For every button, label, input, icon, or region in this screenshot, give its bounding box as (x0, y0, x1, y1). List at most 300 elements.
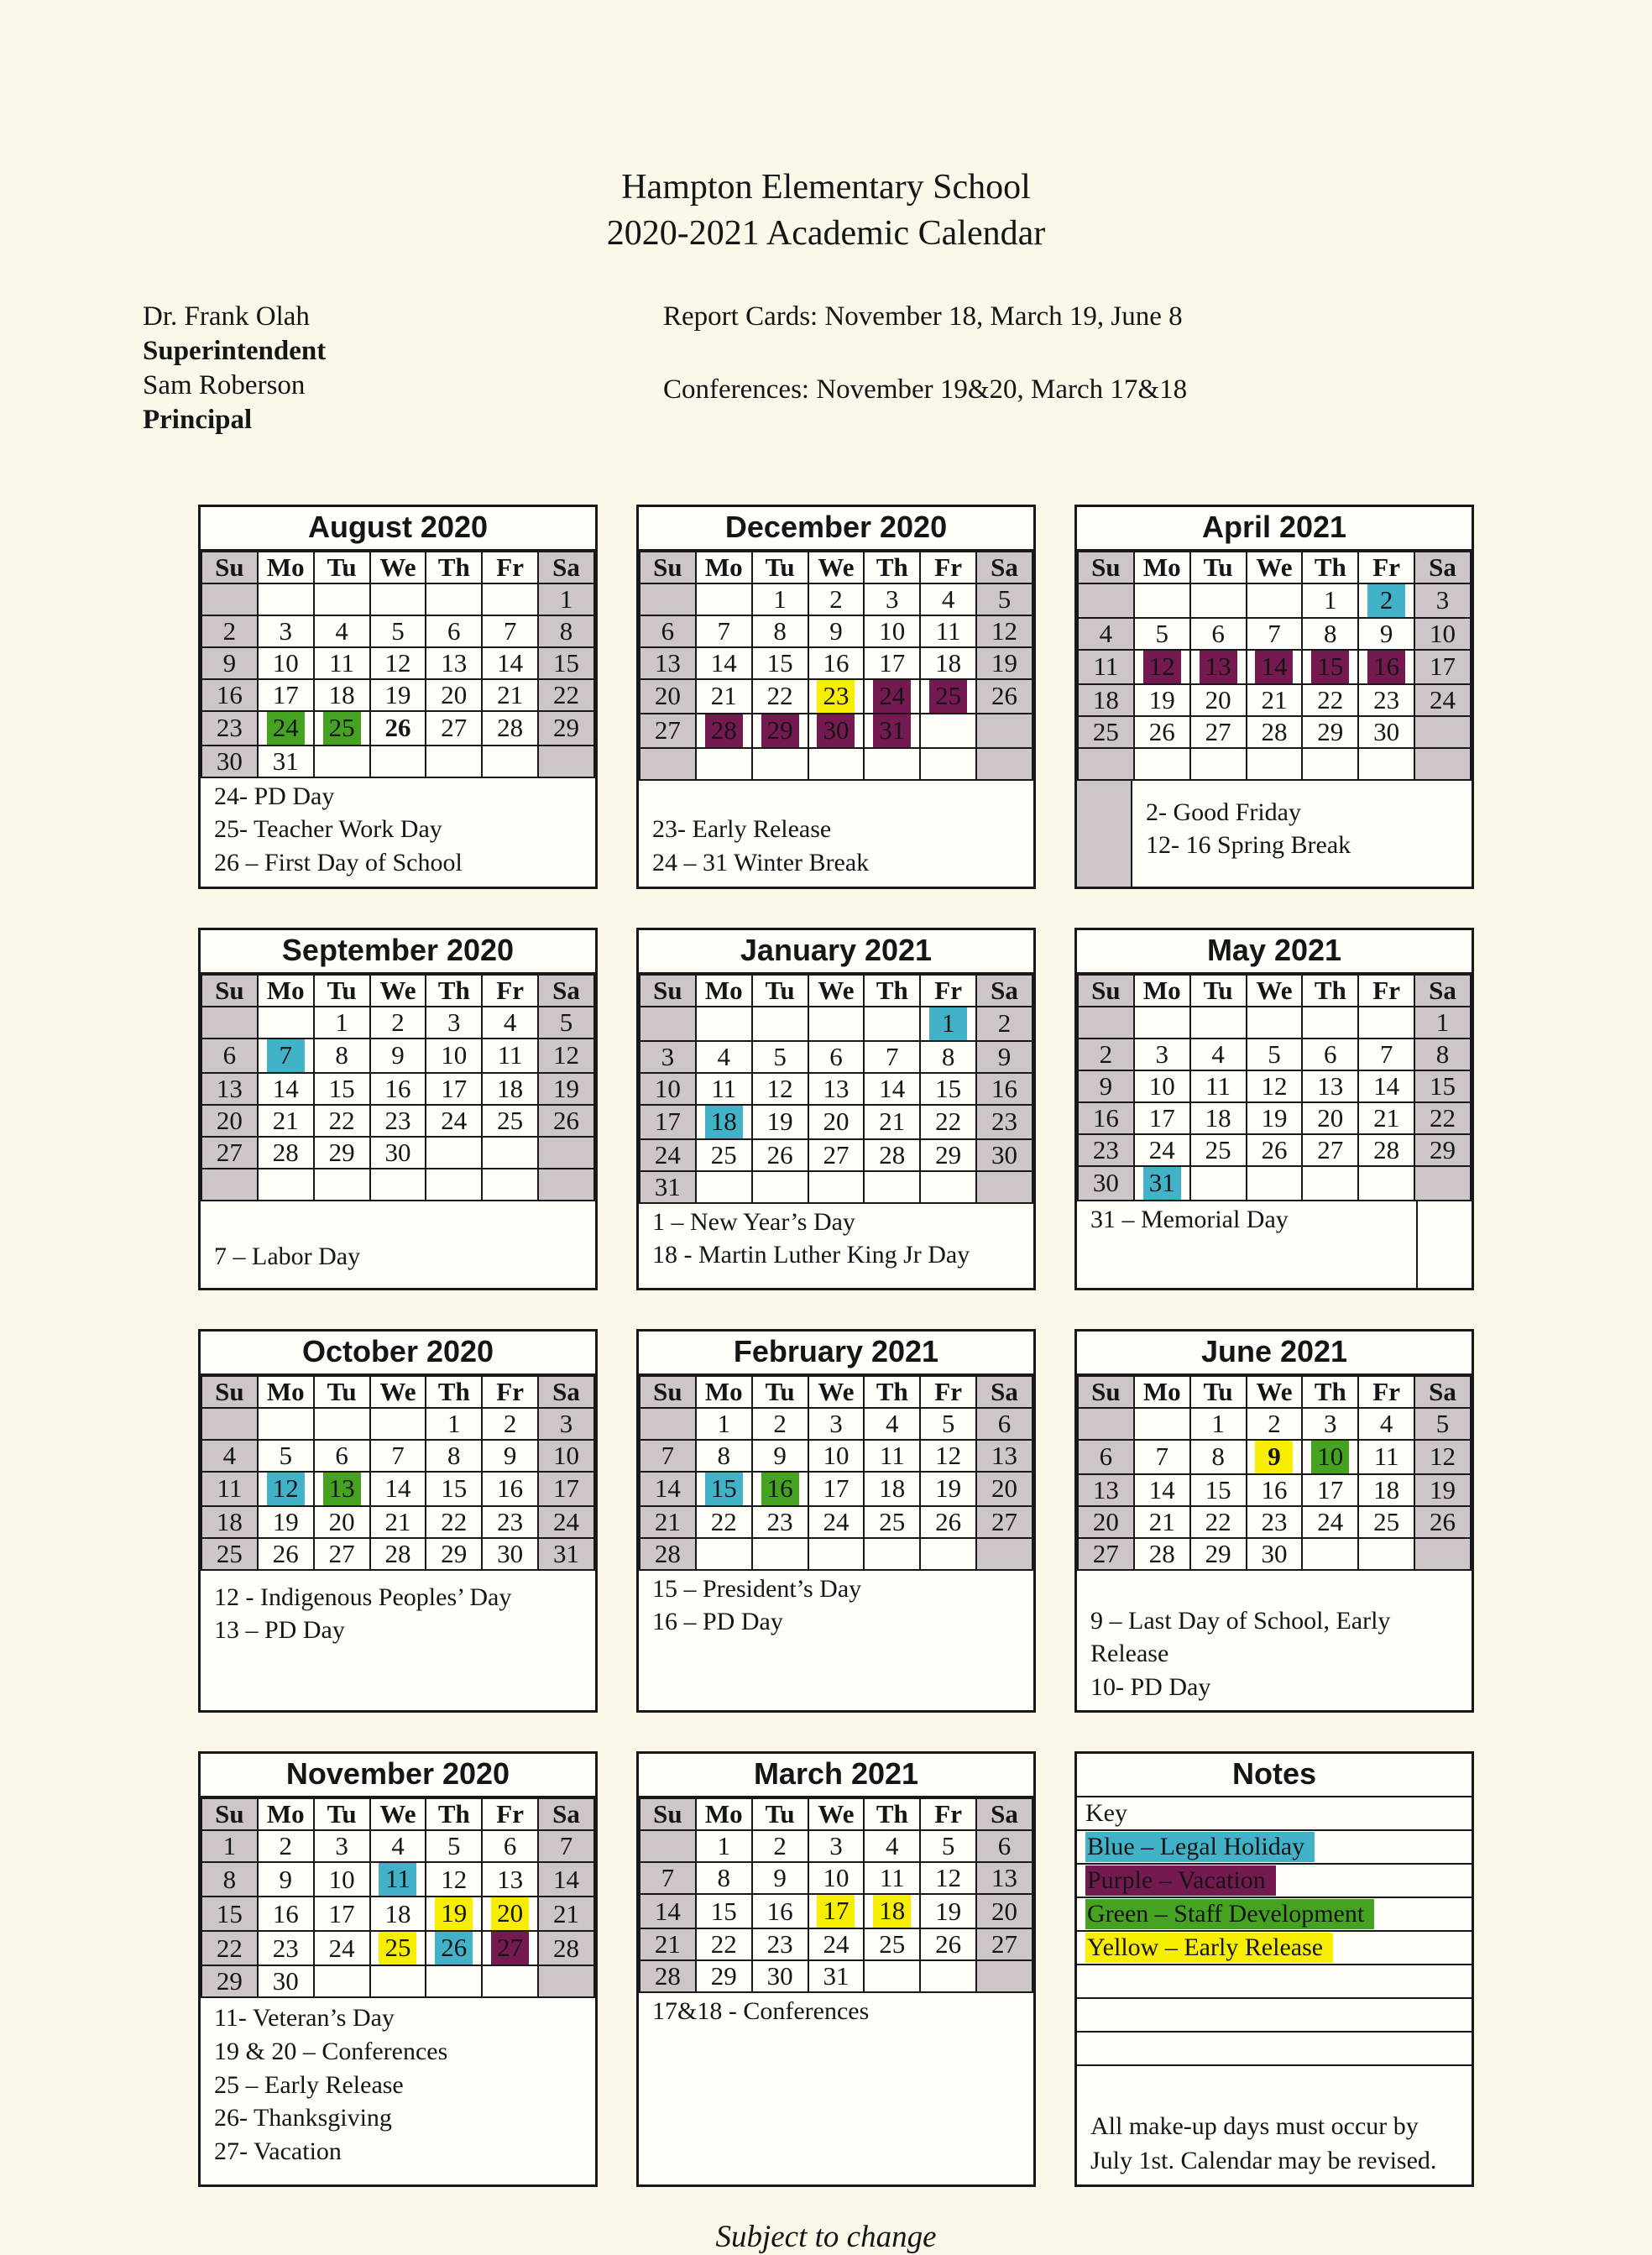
day-cell: 2 (1247, 1408, 1303, 1440)
note-line: 19 & 20 – Conferences (214, 2037, 448, 2065)
day-cell: 25 (1078, 716, 1134, 748)
legend-row (1077, 1865, 1472, 1898)
day-cell: 24 (538, 1506, 594, 1538)
day-cell (1302, 650, 1358, 684)
day-cell: 15 (696, 1894, 752, 1928)
day-cell: 21 (1358, 1102, 1414, 1134)
day-cell (1302, 1007, 1358, 1039)
day-cell (696, 1105, 752, 1139)
weekday-header: We (808, 975, 865, 1007)
day-cell: 8 (1302, 618, 1358, 650)
day-cell (482, 746, 538, 777)
highlighted-day: 12 (1143, 651, 1181, 683)
note-line: 13 – PD Day (214, 1616, 345, 1645)
day-cell: 31 (258, 746, 314, 777)
day-cell (258, 1007, 314, 1039)
day-cell: 20 (808, 1105, 865, 1139)
day-cell: 4 (920, 583, 976, 615)
day-cell (1247, 748, 1303, 780)
day-cell: 26 (258, 1538, 314, 1570)
week-row (640, 1376, 1032, 1408)
day-cell: 11 (920, 615, 976, 647)
day-cell: 8 (314, 1039, 370, 1073)
day-cell: 11 (482, 1039, 538, 1073)
weekday-header: We (808, 552, 865, 583)
weekday-header: Mo (696, 1376, 752, 1408)
day-cell (1358, 748, 1414, 780)
day-cell: 1 (538, 583, 594, 615)
day-cell: 25 (1358, 1506, 1414, 1538)
day-cell: 19 (370, 679, 426, 711)
highlighted-day: 18 (705, 1106, 743, 1138)
day-cell (482, 1931, 538, 1965)
empty-note-cell (1416, 1201, 1472, 1288)
month-body (1078, 583, 1471, 780)
day-cell: 27 (1078, 1538, 1134, 1570)
day-cell (1247, 650, 1303, 684)
day-cell: 22 (1302, 684, 1358, 716)
day-cell (426, 1931, 482, 1965)
document-header (0, 0, 1652, 256)
day-cell: 15 (201, 1897, 258, 1931)
week-row (640, 679, 1032, 714)
day-cell: 10 (1414, 618, 1471, 650)
day-cell: 3 (1414, 583, 1471, 618)
day-cell: 2 (752, 1830, 808, 1862)
day-cell: 10 (1134, 1070, 1190, 1102)
day-cell: 14 (482, 647, 538, 679)
weekday-header: Su (640, 552, 696, 583)
calendar-table (201, 1375, 595, 1571)
weekday-header: Su (640, 1798, 696, 1830)
day-cell: 3 (864, 583, 920, 615)
month-body (640, 1007, 1032, 1203)
day-cell: 21 (640, 1506, 696, 1538)
day-cell: 28 (482, 711, 538, 746)
month-title: March 2021 (639, 1754, 1033, 1797)
day-cell: 9 (752, 1862, 808, 1894)
month-title: April 2021 (1077, 507, 1472, 551)
legend-empty-row (1077, 1999, 1472, 2033)
day-cell: 28 (864, 1139, 920, 1171)
superintendent-name: Dr. Frank Olah (143, 301, 310, 332)
calendar-table (639, 1375, 1033, 1571)
day-cell: 22 (696, 1506, 752, 1538)
weekday-header: Su (1078, 552, 1134, 583)
day-cell: 3 (808, 1408, 865, 1440)
month-body (201, 1007, 594, 1201)
month-notes (639, 1993, 1033, 2184)
day-cell (752, 1007, 808, 1041)
weekend-column-strip (1077, 781, 1132, 887)
day-cell: 28 (1134, 1538, 1190, 1570)
day-cell: 21 (370, 1506, 426, 1538)
day-cell: 1 (1302, 583, 1358, 618)
day-cell: 18 (1358, 1474, 1414, 1506)
day-cell (1247, 1007, 1303, 1039)
weekday-header: Sa (976, 1798, 1032, 1830)
week-row (1078, 1039, 1471, 1070)
day-cell: 14 (640, 1472, 696, 1506)
day-cell: 3 (1134, 1039, 1190, 1070)
day-cell: 5 (976, 583, 1032, 615)
day-cell (538, 1169, 594, 1201)
day-cell: 14 (1134, 1474, 1190, 1506)
legend-row (1077, 1898, 1472, 1932)
day-cell (752, 714, 808, 748)
weekday-header: Mo (696, 552, 752, 583)
week-row (1078, 1007, 1471, 1039)
day-cell: 30 (1358, 716, 1414, 748)
highlighted-day: 25 (379, 1932, 416, 1965)
day-cell: 6 (314, 1440, 370, 1472)
week-row (201, 1506, 594, 1538)
weekday-header: Fr (1358, 552, 1414, 583)
weekday-header: We (370, 1798, 426, 1830)
day-cell (201, 1007, 258, 1039)
day-cell: 27 (1302, 1134, 1358, 1166)
day-cell: 12 (1414, 1440, 1471, 1474)
day-cell: 21 (538, 1897, 594, 1931)
note-line: 1 – New Year’s Day (652, 1207, 855, 1236)
day-cell: 29 (538, 711, 594, 746)
day-cell: 15 (752, 647, 808, 679)
day-cell: 30 (752, 1960, 808, 1992)
highlighted-day: 17 (817, 1895, 855, 1928)
note-line: 17&18 - Conferences (652, 1997, 870, 2026)
weekday-header: Sa (1414, 552, 1471, 583)
day-cell (1134, 1007, 1190, 1039)
day-cell: 2 (1078, 1039, 1134, 1070)
weekday-header: We (808, 1798, 865, 1830)
day-cell: 28 (640, 1538, 696, 1570)
day-cell: 1 (426, 1408, 482, 1440)
calendar-table (639, 974, 1033, 1204)
highlighted-day: 15 (1311, 651, 1349, 683)
day-cell (808, 714, 865, 748)
week-row (640, 583, 1032, 615)
day-cell (696, 748, 752, 780)
day-cell: 9 (201, 647, 258, 679)
legend-highlight: Purple – Vacation (1085, 1865, 1276, 1896)
day-cell: 2 (808, 583, 865, 615)
week-row (201, 583, 594, 615)
week-row (201, 1862, 594, 1897)
day-cell (1078, 748, 1134, 780)
day-cell (920, 1538, 976, 1570)
day-cell: 21 (1134, 1506, 1190, 1538)
day-cell (640, 1007, 696, 1041)
day-cell: 16 (370, 1073, 426, 1105)
day-cell (1134, 1166, 1190, 1201)
calendar-grid (198, 505, 1652, 2188)
day-cell: 3 (640, 1041, 696, 1073)
month-notes (639, 781, 1033, 887)
day-cell: 3 (808, 1830, 865, 1862)
day-cell (426, 583, 482, 615)
day-cell: 17 (808, 1472, 865, 1506)
week-row (640, 1007, 1032, 1041)
day-cell: 21 (640, 1928, 696, 1960)
day-cell: 2 (976, 1007, 1032, 1041)
weekday-header: Tu (752, 975, 808, 1007)
day-cell: 9 (808, 615, 865, 647)
day-cell (1302, 748, 1358, 780)
day-cell (920, 679, 976, 714)
report-cards-line: Report Cards: November 18, March 19, June 8 (663, 301, 1183, 332)
day-cell: 14 (864, 1073, 920, 1105)
day-cell (920, 748, 976, 780)
day-cell (482, 1897, 538, 1931)
weekday-header: Fr (920, 1798, 976, 1830)
day-cell (314, 1965, 370, 1997)
day-cell: 10 (538, 1440, 594, 1472)
day-cell: 6 (1302, 1039, 1358, 1070)
highlighted-day: 31 (873, 714, 911, 747)
calendar-table (1077, 551, 1472, 781)
weekday-header: Mo (258, 1798, 314, 1830)
month-october-2020 (198, 1329, 598, 1713)
weekday-header: Tu (1190, 1376, 1247, 1408)
week-row (201, 615, 594, 647)
month-title: October 2020 (201, 1332, 595, 1375)
day-cell (1302, 1166, 1358, 1201)
calendar-year-title: 2020-2021 Academic Calendar (606, 213, 1046, 253)
day-cell: 30 (1247, 1538, 1303, 1570)
day-cell (1190, 748, 1247, 780)
day-cell: 18 (482, 1073, 538, 1105)
day-cell: 12 (752, 1073, 808, 1105)
day-cell: 4 (314, 615, 370, 647)
weekday-header: Th (1302, 1376, 1358, 1408)
day-cell (808, 1894, 865, 1928)
weekday-header: Fr (482, 975, 538, 1007)
highlighted-day: 20 (491, 1897, 529, 1930)
week-row (201, 552, 594, 583)
weekday-header: Su (1078, 1376, 1134, 1408)
weekday-header: We (808, 1376, 865, 1408)
day-cell: 24 (640, 1139, 696, 1171)
day-cell (1414, 748, 1471, 780)
day-cell (370, 1862, 426, 1897)
highlighted-day: 28 (705, 714, 743, 747)
day-cell: 13 (482, 1862, 538, 1897)
day-cell: 1 (696, 1408, 752, 1440)
weekday-header: We (1247, 552, 1303, 583)
day-cell: 21 (1247, 684, 1303, 716)
month-september-2020 (198, 928, 598, 1290)
day-cell (1247, 583, 1303, 618)
week-row (201, 1169, 594, 1201)
week-row (201, 1965, 594, 1997)
staff-block (143, 300, 663, 437)
week-row (1078, 618, 1471, 650)
note-line: 31 – Memorial Day (1090, 1205, 1289, 1233)
week-row (1078, 684, 1471, 716)
week-row (201, 1897, 594, 1931)
day-cell: 2 (752, 1408, 808, 1440)
day-cell (808, 1171, 865, 1203)
note-line: 9 – Last Day of School, Early Release (1090, 1606, 1391, 1668)
day-cell: 27 (640, 714, 696, 748)
week-row (1078, 1166, 1471, 1201)
weekday-header: Sa (538, 1798, 594, 1830)
day-cell: 21 (482, 679, 538, 711)
week-row (640, 1440, 1032, 1472)
day-cell (864, 1894, 920, 1928)
day-cell: 12 (538, 1039, 594, 1073)
day-cell (920, 1960, 976, 1992)
weekday-header: Fr (1358, 975, 1414, 1007)
day-cell: 19 (1414, 1474, 1471, 1506)
day-cell (370, 1408, 426, 1440)
day-cell: 13 (201, 1073, 258, 1105)
note-line: 12- 16 Spring Break (1146, 831, 1351, 860)
day-cell: 29 (1190, 1538, 1247, 1570)
week-row (640, 975, 1032, 1007)
day-cell: 13 (426, 647, 482, 679)
weekday-header: Tu (1190, 975, 1247, 1007)
week-row (640, 1928, 1032, 1960)
week-row (1078, 1474, 1471, 1506)
day-cell: 24 (1302, 1506, 1358, 1538)
note-line: 15 – President’s Day (652, 1574, 862, 1603)
calendar-table (1077, 974, 1472, 1201)
day-cell (314, 1408, 370, 1440)
weekday-header: We (1247, 975, 1303, 1007)
week-row (201, 711, 594, 746)
day-cell: 26 (920, 1506, 976, 1538)
note-line: 24 – 31 Winter Break (652, 849, 870, 876)
day-cell: 25 (864, 1928, 920, 1960)
day-cell (482, 583, 538, 615)
highlighted-day: 27 (491, 1932, 529, 1965)
day-cell: 7 (538, 1830, 594, 1862)
day-cell (1078, 1007, 1134, 1039)
school-name: Hampton Elementary School (621, 168, 1031, 207)
day-cell (1078, 1408, 1134, 1440)
day-cell: 8 (696, 1862, 752, 1894)
week-row (1078, 650, 1471, 684)
day-cell: 5 (1247, 1039, 1303, 1070)
month-body (201, 583, 594, 777)
day-cell (1302, 1538, 1358, 1570)
day-cell: 5 (1414, 1408, 1471, 1440)
day-cell: 29 (1302, 716, 1358, 748)
day-cell: 26 (1414, 1506, 1471, 1538)
day-cell: 9 (1358, 618, 1414, 650)
weekday-header: Tu (314, 1798, 370, 1830)
day-cell: 3 (426, 1007, 482, 1039)
note-line: 7 – Labor Day (214, 1242, 361, 1270)
day-cell: 17 (426, 1073, 482, 1105)
day-cell: 13 (1078, 1474, 1134, 1506)
weekday-header-row (1078, 975, 1471, 1007)
month-notes (201, 1201, 595, 1288)
day-cell: 20 (976, 1472, 1032, 1506)
month-december-2020 (636, 505, 1036, 889)
legend-key-label: Key (1077, 1797, 1472, 1831)
day-cell (864, 1960, 920, 1992)
week-row (201, 1007, 594, 1039)
day-cell: 7 (482, 615, 538, 647)
highlighted-day: 16 (1367, 651, 1405, 683)
day-cell: 10 (864, 615, 920, 647)
day-cell (696, 1538, 752, 1570)
day-cell (370, 1931, 426, 1965)
day-cell: 20 (1302, 1102, 1358, 1134)
day-cell: 1 (696, 1830, 752, 1862)
week-row (640, 1171, 1032, 1203)
day-cell: 20 (1078, 1506, 1134, 1538)
day-cell: 19 (538, 1073, 594, 1105)
day-cell: 10 (640, 1073, 696, 1105)
day-cell: 27 (314, 1538, 370, 1570)
notes-legend-panel (1074, 1751, 1474, 2187)
weekday-header: Sa (1414, 975, 1471, 1007)
day-cell (752, 1171, 808, 1203)
week-row (1078, 1440, 1471, 1474)
note-line: 26- Thanksgiving (214, 2104, 392, 2132)
day-cell: 7 (696, 615, 752, 647)
principal-role: Principal (143, 404, 253, 435)
day-cell: 30 (976, 1139, 1032, 1171)
day-cell (314, 1472, 370, 1506)
weekday-header: Sa (976, 975, 1032, 1007)
month-title: November 2020 (201, 1754, 595, 1797)
day-cell: 9 (976, 1041, 1032, 1073)
note-line: 12 - Indigenous Peoples’ Day (214, 1583, 512, 1611)
day-cell: 9 (752, 1440, 808, 1472)
day-cell: 31 (640, 1171, 696, 1203)
day-cell: 29 (201, 1965, 258, 1997)
highlighted-day: 23 (817, 680, 855, 713)
day-cell (1358, 1007, 1414, 1039)
month-notes (1077, 1201, 1472, 1288)
weekday-header: Su (201, 975, 258, 1007)
weekday-header-row (640, 1798, 1032, 1830)
week-row (640, 1894, 1032, 1928)
day-cell: 9 (1078, 1070, 1134, 1102)
bold-day: 26 (384, 712, 411, 742)
day-cell (640, 1408, 696, 1440)
day-cell: 10 (314, 1862, 370, 1897)
day-cell (1247, 1166, 1303, 1201)
day-cell (258, 1169, 314, 1201)
weekday-header: Mo (696, 1798, 752, 1830)
day-cell: 16 (482, 1472, 538, 1506)
month-notes-text (1077, 1201, 1416, 1288)
day-cell: 29 (696, 1960, 752, 1992)
day-cell: 24 (1414, 684, 1471, 716)
weekday-header: Mo (258, 1376, 314, 1408)
month-notes (201, 1571, 595, 1711)
week-row (201, 746, 594, 777)
month-title: January 2021 (639, 930, 1033, 974)
weekday-header: Th (426, 1798, 482, 1830)
day-cell: 1 (201, 1830, 258, 1862)
day-cell: 13 (1302, 1070, 1358, 1102)
day-cell: 18 (920, 647, 976, 679)
legend-highlight: Blue – Legal Holiday (1085, 1832, 1315, 1862)
day-cell: 6 (1078, 1440, 1134, 1474)
note-line: 11- Veteran’s Day (214, 2004, 395, 2033)
day-cell (1190, 1007, 1247, 1039)
weekday-header-row (201, 1798, 594, 1830)
day-cell: 24 (808, 1506, 865, 1538)
week-row (201, 1408, 594, 1440)
day-cell: 4 (370, 1830, 426, 1862)
